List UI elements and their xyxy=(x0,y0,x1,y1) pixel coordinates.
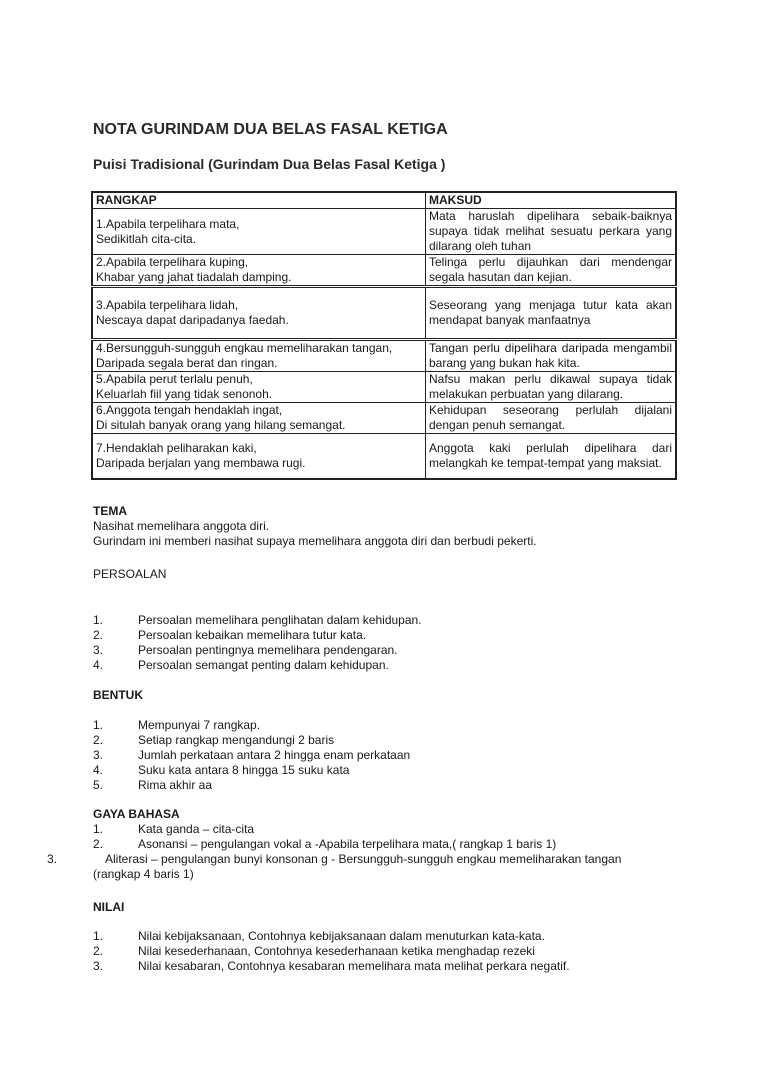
rangkap-line: Khabar yang jahat tiadalah damping. xyxy=(96,270,292,284)
item-text: Jumlah perkataan antara 2 hingga enam perkataan xyxy=(138,748,411,762)
item-number: 1. xyxy=(93,822,104,836)
rangkap-line: Nescaya dapat daripadanya faedah. xyxy=(96,313,289,327)
table-header-row xyxy=(92,192,676,209)
gaya-heading: GAYA BAHASA xyxy=(93,807,180,821)
rangkap-cell xyxy=(92,372,426,403)
item-number: 2. xyxy=(93,628,104,642)
list-item xyxy=(93,959,733,974)
rangkap-line: 6.Anggota tengah hendaklah ingat, xyxy=(96,403,283,417)
item-text: Asonansi – pengulangan vokal a -Apabila terpelihara mata,( rangkap 1 baris 1) xyxy=(138,837,557,851)
maksud-cell: Seseorang yang menjaga tutur kata akan mendapat banyak manfaatnya xyxy=(426,287,677,340)
page-subtitle: Puisi Tradisional (Gurindam Dua Belas Fasal Ketiga ) xyxy=(93,156,446,172)
item-text: Nilai kesederhanaan, Contohnya kesederhanaan ketika menghadap rezeki xyxy=(138,944,535,958)
item-text-continued: (rangkap 4 baris 1) xyxy=(93,867,194,881)
item-text: Suku kata antara 8 hingga 15 suku kata xyxy=(138,763,350,777)
rangkap-table xyxy=(91,191,677,480)
list-item xyxy=(93,944,733,959)
table-row xyxy=(92,403,676,434)
rangkap-line: 5.Apabila perut terlalu penuh, xyxy=(96,372,253,386)
gaya-section xyxy=(93,807,733,852)
nilai-heading: NILAI xyxy=(93,900,125,914)
item-number: 1. xyxy=(93,613,104,627)
item-text: Persoalan semangat penting dalam kehidupan. xyxy=(138,658,389,672)
item-number: 3. xyxy=(93,959,104,973)
persoalan-heading: PERSOALAN xyxy=(93,567,167,581)
item-text: Aliterasi – pengulangan bunyi konsonan g - Bersungguh-sungguh engkau memeliharakan tangan xyxy=(105,852,622,866)
item-number: 3. xyxy=(93,748,104,762)
table-row xyxy=(92,209,676,255)
rangkap-line: Keluarlah fiil yang tidak senonoh. xyxy=(96,387,273,401)
item-number: 2. xyxy=(93,733,104,747)
item-number: 1. xyxy=(93,718,104,732)
item-text: Persoalan pentingnya memelihara pendengaran. xyxy=(138,643,398,657)
list-item xyxy=(93,658,693,673)
item-number: 1. xyxy=(93,929,104,943)
rangkap-cell xyxy=(92,209,426,255)
rangkap-line: 7.Hendaklah peliharakan kaki, xyxy=(96,440,257,455)
rangkap-cell xyxy=(92,255,426,287)
table-row xyxy=(92,372,676,403)
rangkap-line: 2.Apabila terpelihara kuping, xyxy=(96,255,249,269)
item-text: Mempunyai 7 rangkap. xyxy=(138,718,261,732)
item-number: 4. xyxy=(93,658,104,672)
maksud-cell: Nafsu makan perlu dikawal supaya tidak melakukan perbuatan yang dilarang. xyxy=(426,372,677,403)
rangkap-cell xyxy=(92,340,426,372)
list-item xyxy=(93,613,693,628)
item-text: Setiap rangkap mengandungi 2 baris xyxy=(138,733,335,747)
rangkap-cell xyxy=(92,403,426,434)
tema-line: Nasihat memelihara anggota diri. xyxy=(93,519,270,533)
list-item xyxy=(93,733,693,748)
item-text: Nilai kesabaran, Contohnya kesabaran memelihara mata melihat perkara negatif. xyxy=(138,959,570,973)
item-number: 5. xyxy=(93,778,104,792)
maksud-cell: Kehidupan seseorang perlulah dijalani dengan penuh semangat. xyxy=(426,403,677,434)
nilai-list xyxy=(93,929,733,974)
list-item xyxy=(93,778,693,793)
tema-section xyxy=(93,504,537,549)
item-number: 4. xyxy=(93,763,104,777)
rangkap-cell xyxy=(92,434,426,479)
header-rangkap: RANGKAP xyxy=(92,192,426,209)
rangkap-line: 1.Apabila terpelihara mata, xyxy=(96,216,240,231)
maksud-cell: Telinga perlu dijauhkan dari mendengar segala hasutan dan kejian. xyxy=(426,255,677,287)
item-text: Kata ganda – cita-cita xyxy=(138,822,255,836)
item-text: Nilai kebijaksanaan, Contohnya kebijaksanaan dalam menuturkan kata-kata. xyxy=(138,929,545,943)
tema-heading: TEMA xyxy=(93,504,127,518)
list-item xyxy=(93,837,733,852)
rangkap-line: Daripada berjalan yang membawa rugi. xyxy=(96,455,306,470)
list-item xyxy=(93,822,733,837)
tema-line: Gurindam ini memberi nasihat supaya memelihara anggota diri dan berbudi pekerti. xyxy=(93,534,537,548)
list-item xyxy=(93,628,693,643)
item-number: 2. xyxy=(93,837,104,851)
header-maksud: MAKSUD xyxy=(426,192,677,209)
rangkap-line: Di situlah banyak orang yang hilang semangat. xyxy=(96,418,346,432)
maksud-cell: Tangan perlu dipelihara daripada mengambil barang yang bukan hak kita. xyxy=(426,340,677,372)
list-item xyxy=(93,748,693,763)
maksud-cell: Anggota kaki perlulah dipelihara dari melangkah ke tempat-tempat yang maksiat. xyxy=(426,434,677,479)
bentuk-heading: BENTUK xyxy=(93,688,143,702)
list-item xyxy=(93,643,693,658)
maksud-cell: Mata haruslah dipelihara sebaik-baiknya supaya tidak melihat sesuatu perkara yang dilarang oleh tuhan xyxy=(426,209,677,255)
list-item xyxy=(93,929,733,944)
rangkap-cell xyxy=(92,287,426,340)
rangkap-line: 3.Apabila terpelihara lidah, xyxy=(96,298,239,312)
list-item xyxy=(93,763,693,778)
rangkap-line: Daripada segala berat dan ringan. xyxy=(96,356,278,370)
table-row xyxy=(92,340,676,372)
table-row xyxy=(92,255,676,287)
item-text: Persoalan kebaikan memelihara tutur kata. xyxy=(138,628,367,642)
rangkap-line: 4.Bersungguh-sungguh engkau memeliharakan tangan, xyxy=(96,341,393,355)
table-row xyxy=(92,434,676,479)
rangkap-line: Sedikitlah cita-cita. xyxy=(96,231,197,246)
list-item xyxy=(93,718,693,733)
item-text: Persoalan memelihara penglihatan dalam kehidupan. xyxy=(138,613,422,627)
persoalan-list xyxy=(93,613,693,673)
item-text: Rima akhir aa xyxy=(138,778,213,792)
item-number: 3. xyxy=(93,643,104,657)
table-row xyxy=(92,287,676,340)
item-number: 2. xyxy=(93,944,104,958)
page-title: NOTA GURINDAM DUA BELAS FASAL KETIGA xyxy=(93,121,448,138)
item-number: 3. xyxy=(47,852,58,866)
bentuk-list xyxy=(93,718,693,793)
